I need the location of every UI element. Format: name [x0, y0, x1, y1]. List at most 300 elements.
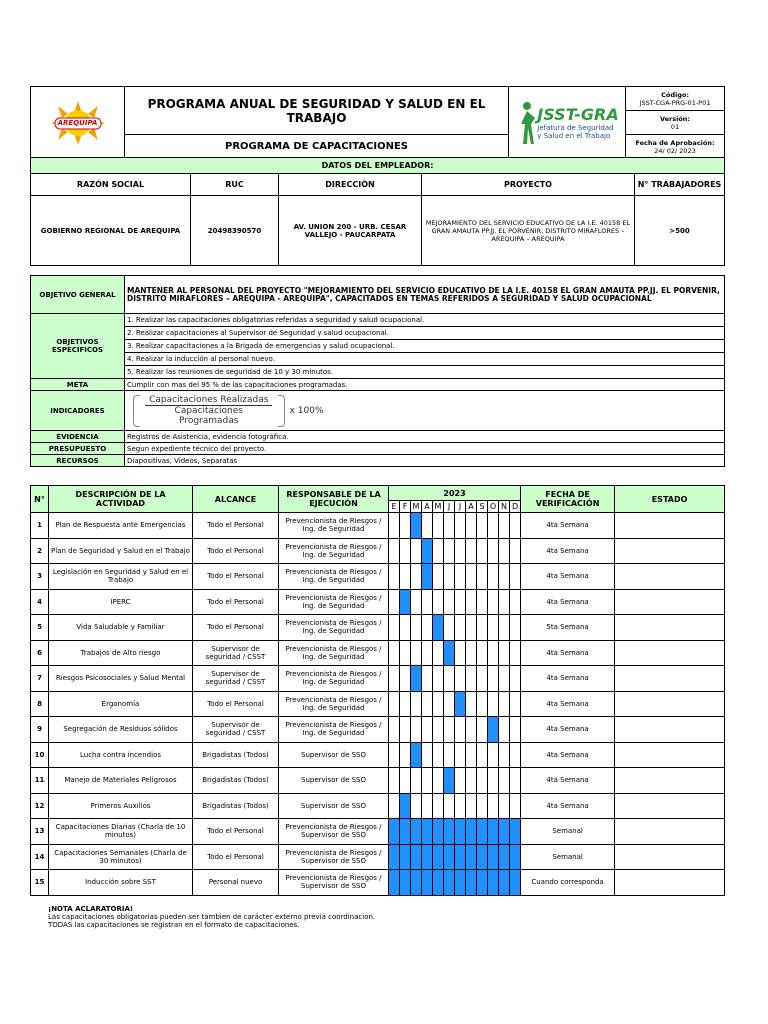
month-cell: [444, 513, 455, 539]
month-cell: [433, 793, 444, 819]
proyecto-value: MEJORAMIENTO DEL SERVICIO EDUCATIVO DE LA I.E. 40158 EL GRAN AMAUTA PP.JJ. EL PORVENIR, DISTRITO MIRAFLORES – AREQUIPA – AREQUIPA: [422, 196, 635, 266]
month-cell-scheduled: [422, 844, 433, 870]
month-cell-scheduled: [466, 819, 477, 845]
month-cell-scheduled: [510, 819, 521, 845]
month-cell-scheduled: [433, 819, 444, 845]
month-cell: [400, 691, 411, 717]
evidencia-text: Registros de Asistencia, evidencia fotográfica.: [125, 431, 725, 443]
month-cell: [422, 793, 433, 819]
row-description: Manejo de Materiales Peligrosos: [49, 768, 193, 794]
row-responsable: Prevencionista de Riesgos / Ing. de Seguridad: [279, 640, 389, 666]
indicadores-formula: [125, 391, 725, 431]
month-cell: [455, 666, 466, 692]
row-number: 10: [31, 742, 49, 768]
month-cell: [422, 717, 433, 743]
month-cell: [499, 666, 510, 692]
month-header: J: [444, 501, 455, 513]
row-fecha: 4ta Semana: [521, 742, 615, 768]
fecha-cell: [626, 135, 725, 159]
row-description: Ergonomía: [49, 691, 193, 717]
row-responsable: Prevencionista de Riesgos / Ing. de Seguridad: [279, 691, 389, 717]
month-cell: [411, 691, 422, 717]
meta-text: Cumplir con mas del 95 % de las capacitaciones programadas.: [125, 379, 725, 391]
col-descripcion: DESCRIPCIÓN DE LA ACTIVIDAD: [49, 486, 193, 513]
month-cell: [411, 589, 422, 615]
row-description: Lucha contra incendios: [49, 742, 193, 768]
direccion-value: AV. UNION 200 - URB. CESAR VALLEJO - PAUCARPATA: [279, 196, 422, 266]
row-alcance: Supervisor de seguridad / CSST: [193, 640, 279, 666]
month-cell-scheduled: [411, 666, 422, 692]
month-cell: [433, 691, 444, 717]
month-cell-scheduled: [510, 844, 521, 870]
row-number: 7: [31, 666, 49, 692]
row-description: Plan de Respuesta ante Emergencias: [49, 513, 193, 539]
month-cell: [499, 691, 510, 717]
month-cell: [510, 666, 521, 692]
col-n: N°: [31, 486, 49, 513]
month-cell-scheduled: [455, 844, 466, 870]
row-estado: [615, 844, 725, 870]
month-cell-scheduled: [422, 870, 433, 896]
month-cell: [444, 666, 455, 692]
month-cell: [433, 717, 444, 743]
month-cell-scheduled: [455, 819, 466, 845]
table-row: [31, 742, 725, 768]
month-cell: [488, 666, 499, 692]
month-cell: [477, 513, 488, 539]
row-description: Capacitaciones Semanales (Charla de 30 minutos): [49, 844, 193, 870]
row-fecha: Cuando corresponda: [521, 870, 615, 896]
month-cell: [400, 742, 411, 768]
row-alcance: Brigadistas (Todos): [193, 768, 279, 794]
indicator-denominator-2: Programadas: [179, 416, 239, 426]
row-responsable: Supervisor de SSO: [279, 793, 389, 819]
month-cell-scheduled: [433, 615, 444, 641]
month-cell: [499, 538, 510, 564]
table-row: [31, 513, 725, 539]
month-cell: [488, 615, 499, 641]
month-cell: [422, 589, 433, 615]
row-estado: [615, 589, 725, 615]
row-alcance: Brigadistas (Todos): [193, 742, 279, 768]
month-cell-scheduled: [444, 768, 455, 794]
month-cell: [499, 742, 510, 768]
month-cell-scheduled: [444, 844, 455, 870]
month-cell: [444, 538, 455, 564]
month-cell: [499, 615, 510, 641]
month-cell: [411, 768, 422, 794]
month-cell: [389, 615, 400, 641]
table-row: [31, 717, 725, 743]
month-cell-scheduled: [400, 589, 411, 615]
row-responsable: Prevencionista de Riesgos / Ing. de Seguridad: [279, 538, 389, 564]
row-alcance: Todo el Personal: [193, 564, 279, 590]
month-cell: [488, 513, 499, 539]
table-row: [31, 793, 725, 819]
month-cell: [499, 513, 510, 539]
month-cell: [477, 691, 488, 717]
month-header: M: [411, 501, 422, 513]
header-ruc: RUC: [191, 174, 279, 196]
month-cell-scheduled: [422, 564, 433, 590]
month-cell: [455, 768, 466, 794]
row-fecha: 4ta Semana: [521, 793, 615, 819]
month-cell: [400, 666, 411, 692]
indicator-factor: x 100%: [289, 405, 324, 416]
month-cell: [422, 640, 433, 666]
indicadores-label: INDICADORES: [31, 391, 125, 431]
month-cell-scheduled: [411, 819, 422, 845]
month-cell: [422, 691, 433, 717]
month-cell-scheduled: [444, 640, 455, 666]
row-number: 1: [31, 513, 49, 539]
month-cell: [411, 717, 422, 743]
month-cell: [466, 666, 477, 692]
month-cell-scheduled: [411, 513, 422, 539]
objetivo-especifico: 3. Realizar capacitaciones a la Brigada de emergencias y salud ocupacional.: [125, 340, 725, 353]
month-cell: [488, 564, 499, 590]
logo-cell: [31, 87, 125, 159]
row-number: 12: [31, 793, 49, 819]
row-alcance: Todo el Personal: [193, 538, 279, 564]
row-estado: [615, 768, 725, 794]
row-fecha: 4ta Semana: [521, 691, 615, 717]
month-cell: [466, 564, 477, 590]
row-number: 4: [31, 589, 49, 615]
row-estado: [615, 870, 725, 896]
recursos-text: Diapositivas, Videos, Separatas: [125, 455, 725, 467]
month-cell: [433, 742, 444, 768]
row-fecha: Semanal: [521, 844, 615, 870]
row-description: Legislación en Seguridad y Salud en el Trabajo: [49, 564, 193, 590]
month-cell-scheduled: [499, 844, 510, 870]
row-estado: [615, 513, 725, 539]
month-cell-scheduled: [411, 870, 422, 896]
page-subtitle: PROGRAMA DE CAPACITACIONES: [125, 135, 509, 159]
month-cell-scheduled: [400, 819, 411, 845]
row-responsable: Supervisor de SSO: [279, 768, 389, 794]
month-cell: [411, 793, 422, 819]
month-cell-scheduled: [422, 538, 433, 564]
month-cell: [422, 742, 433, 768]
row-fecha: Semanal: [521, 819, 615, 845]
codigo-label: Código:: [661, 90, 689, 99]
document-header: [30, 86, 725, 159]
month-cell: [433, 513, 444, 539]
month-cell: [389, 768, 400, 794]
row-estado: [615, 666, 725, 692]
month-cell: [466, 717, 477, 743]
brand-logo: [509, 87, 626, 159]
version-label: Versión:: [659, 114, 691, 123]
row-description: Inducción sobre SST: [49, 870, 193, 896]
month-cell: [488, 793, 499, 819]
month-cell: [433, 640, 444, 666]
month-cell: [510, 538, 521, 564]
brand-name: JSST-GRA: [537, 104, 619, 124]
row-number: 3: [31, 564, 49, 590]
version-cell: [626, 111, 725, 135]
month-cell: [499, 640, 510, 666]
table-row: [31, 768, 725, 794]
col-responsable: RESPONSABLE DE LA EJECUCIÓN: [279, 486, 389, 513]
month-cell: [389, 666, 400, 692]
evidencia-label: EVIDENCIA: [31, 431, 125, 443]
month-cell: [433, 538, 444, 564]
row-fecha: 5ta Semana: [521, 615, 615, 641]
row-responsable: Prevencionista de Riesgos / Ing. de Seguridad: [279, 666, 389, 692]
month-cell: [389, 640, 400, 666]
month-cell: [510, 640, 521, 666]
month-cell: [499, 564, 510, 590]
month-cell: [466, 615, 477, 641]
month-cell: [466, 640, 477, 666]
version-value: 01: [670, 122, 680, 131]
month-cell: [510, 768, 521, 794]
month-cell: [444, 615, 455, 641]
brand-sub2: y Salud en el Trabajo: [537, 131, 611, 140]
note-line-1: Las capacitaciones obligatorias pueden ser tambien de carácter externo previa coordinacion.: [48, 913, 376, 921]
col-estado: ESTADO: [615, 486, 725, 513]
col-alcance: ALCANCE: [193, 486, 279, 513]
table-row: [31, 564, 725, 590]
month-header: N: [499, 501, 510, 513]
month-cell: [400, 564, 411, 590]
row-estado: [615, 538, 725, 564]
month-cell: [455, 538, 466, 564]
month-cell: [455, 564, 466, 590]
row-estado: [615, 564, 725, 590]
row-alcance: Todo el Personal: [193, 844, 279, 870]
row-number: 6: [31, 640, 49, 666]
month-cell: [499, 589, 510, 615]
indicator-denominator-1: Capacitaciones: [174, 406, 243, 416]
month-cell: [477, 538, 488, 564]
meta-label: META: [31, 379, 125, 391]
month-cell: [400, 717, 411, 743]
row-responsable: Prevencionista de Riesgos / Supervisor de SSO: [279, 819, 389, 845]
row-responsable: Prevencionista de Riesgos / Ing. de Seguridad: [279, 589, 389, 615]
month-cell: [444, 564, 455, 590]
row-number: 11: [31, 768, 49, 794]
row-responsable: Supervisor de SSO: [279, 742, 389, 768]
row-fecha: 4ta Semana: [521, 538, 615, 564]
month-cell-scheduled: [433, 844, 444, 870]
month-cell: [488, 538, 499, 564]
table-row: [31, 819, 725, 845]
table-row: [31, 538, 725, 564]
row-estado: [615, 615, 725, 641]
razon-social-value: GOBIERNO REGIONAL DE AREQUIPA: [31, 196, 191, 266]
month-cell: [411, 564, 422, 590]
month-cell: [477, 615, 488, 641]
col-fecha: FECHA DE VERIFICACIÓN: [521, 486, 615, 513]
month-cell: [389, 717, 400, 743]
month-cell: [477, 589, 488, 615]
month-cell: [510, 513, 521, 539]
month-cell: [422, 615, 433, 641]
presupuesto-text: Segun expediente técnico del proyecto.: [125, 443, 725, 455]
month-cell-scheduled: [400, 844, 411, 870]
month-cell: [389, 513, 400, 539]
month-cell: [444, 589, 455, 615]
row-responsable: Prevencionista de Riesgos / Supervisor de SSO: [279, 870, 389, 896]
month-cell-scheduled: [389, 844, 400, 870]
employer-section-title: DATOS DEL EMPLEADOR:: [31, 158, 725, 174]
row-fecha: 4ta Semana: [521, 717, 615, 743]
row-description: Riesgos Psicosociales y Salud Mental: [49, 666, 193, 692]
note-title: ¡NOTA ACLARATORIA!: [48, 905, 134, 913]
month-cell: [466, 589, 477, 615]
month-header: D: [510, 501, 521, 513]
page-title: PROGRAMA ANUAL DE SEGURIDAD Y SALUD EN EL TRABAJO: [125, 87, 509, 135]
row-estado: [615, 717, 725, 743]
month-cell: [455, 615, 466, 641]
recursos-label: RECURSOS: [31, 455, 125, 467]
row-description: Segregación de Residuos sólidos: [49, 717, 193, 743]
month-cell: [433, 589, 444, 615]
row-responsable: Prevencionista de Riesgos / Ing. de Seguridad: [279, 615, 389, 641]
month-cell: [510, 564, 521, 590]
month-cell: [400, 513, 411, 539]
month-cell-scheduled: [488, 717, 499, 743]
month-cell: [455, 742, 466, 768]
month-cell: [422, 666, 433, 692]
month-cell: [466, 513, 477, 539]
month-cell-scheduled: [466, 844, 477, 870]
month-cell: [444, 717, 455, 743]
month-cell-scheduled: [389, 819, 400, 845]
month-cell: [444, 742, 455, 768]
brand-figure-icon: [515, 100, 537, 146]
month-cell-scheduled: [477, 870, 488, 896]
month-cell: [444, 793, 455, 819]
month-cell: [389, 589, 400, 615]
row-number: 14: [31, 844, 49, 870]
month-cell: [488, 589, 499, 615]
month-cell: [389, 742, 400, 768]
row-estado: [615, 640, 725, 666]
employer-table: [30, 157, 725, 266]
activities-table: [30, 485, 725, 896]
row-alcance: Personal nuevo: [193, 870, 279, 896]
row-number: 13: [31, 819, 49, 845]
row-description: Capacitaciones Diarias (Charla de 10 minutos): [49, 819, 193, 845]
month-cell: [477, 564, 488, 590]
month-cell: [466, 691, 477, 717]
logo-text: AREQUIPA: [57, 118, 98, 127]
month-cell: [488, 640, 499, 666]
month-cell-scheduled: [389, 870, 400, 896]
codigo-cell: [626, 87, 725, 111]
table-row: [31, 640, 725, 666]
row-description: Primeros Auxilios: [49, 793, 193, 819]
month-cell-scheduled: [455, 870, 466, 896]
table-row: [31, 666, 725, 692]
header-trabajadores: N° TRABAJADORES: [635, 174, 725, 196]
indicator-numerator: Capacitaciones Realizadas: [145, 395, 272, 406]
month-cell: [400, 615, 411, 641]
table-row: [31, 870, 725, 896]
table-row: [31, 844, 725, 870]
row-estado: [615, 793, 725, 819]
month-cell: [389, 691, 400, 717]
header-razon: RAZÓN SOCIAL: [31, 174, 191, 196]
month-cell-scheduled: [499, 870, 510, 896]
row-alcance: Supervisor de seguridad / CSST: [193, 666, 279, 692]
row-responsable: Prevencionista de Riesgos / Ing. de Seguridad: [279, 717, 389, 743]
month-cell: [488, 768, 499, 794]
month-header: J: [455, 501, 466, 513]
row-alcance: Todo el Personal: [193, 819, 279, 845]
month-cell-scheduled: [455, 691, 466, 717]
row-number: 2: [31, 538, 49, 564]
objetivo-especifico: 2. Realizar capacitaciones al Supervisor de Seguridad y salud ocupacional.: [125, 327, 725, 340]
month-cell: [433, 666, 444, 692]
month-cell: [466, 538, 477, 564]
month-cell: [422, 768, 433, 794]
fecha-label: Fecha de Aprobación:: [635, 138, 715, 147]
codigo-value: JSST-CGA-PRG-01-P01: [639, 98, 711, 107]
month-cell: [400, 538, 411, 564]
row-fecha: 4ta Semana: [521, 513, 615, 539]
row-fecha: 4ta Semana: [521, 768, 615, 794]
month-cell: [433, 768, 444, 794]
month-cell: [455, 717, 466, 743]
objetivo-general-text: MANTENER AL PERSONAL DEL PROYECTO "MEJORAMIENTO DEL SERVICIO EDUCATIVO DE LA I.E. 40158 EL GRAN AMAUTA PP.JJ. EL PORVENIR, DISTRITO MIRAFLORES – AREQUIPA - AREQUIPA", CAPACITADOS EN TEMAS REFERIDOS A SEGURIDAD Y SALUD OCUPACIONAL: [125, 276, 725, 314]
month-cell-scheduled: [444, 819, 455, 845]
objectives-table: [30, 275, 725, 467]
month-cell: [510, 742, 521, 768]
month-cell: [433, 564, 444, 590]
month-cell-scheduled: [488, 870, 499, 896]
month-header: F: [400, 501, 411, 513]
row-number: 15: [31, 870, 49, 896]
row-alcance: Todo el Personal: [193, 615, 279, 641]
table-row: [31, 589, 725, 615]
row-description: Vida Saludable y Familiar: [49, 615, 193, 641]
row-fecha: 4ta Semana: [521, 666, 615, 692]
objetivo-especifico: 5. Realizar las reuniones de seguridad de 10 y 30 minutos.: [125, 366, 725, 379]
month-cell: [510, 717, 521, 743]
row-number: 8: [31, 691, 49, 717]
month-cell: [444, 691, 455, 717]
row-alcance: Supervisor de seguridad / CSST: [193, 717, 279, 743]
arequipa-logo: [45, 99, 111, 147]
row-number: 5: [31, 615, 49, 641]
row-alcance: Brigadistas (Todos): [193, 793, 279, 819]
month-cell-scheduled: [488, 819, 499, 845]
month-cell: [510, 589, 521, 615]
month-cell: [510, 691, 521, 717]
month-header: A: [422, 501, 433, 513]
indicator-fraction: [145, 395, 272, 426]
month-header: E: [389, 501, 400, 513]
month-cell: [499, 768, 510, 794]
month-cell-scheduled: [499, 819, 510, 845]
objetivo-general-label: OBJETIVO GENERAL: [31, 276, 125, 314]
objetivo-especifico: 1. Realizar las capacitaciones obligatorias referidas a seguridad y salud ocupacional.: [125, 314, 725, 327]
ruc-value: 20498390570: [191, 196, 279, 266]
row-fecha: 4ta Semana: [521, 640, 615, 666]
month-cell: [389, 538, 400, 564]
month-cell: [455, 589, 466, 615]
table-row: [31, 691, 725, 717]
month-cell: [477, 666, 488, 692]
month-cell: [477, 768, 488, 794]
row-description: Trabajos de Alto riesgo: [49, 640, 193, 666]
month-cell: [411, 538, 422, 564]
